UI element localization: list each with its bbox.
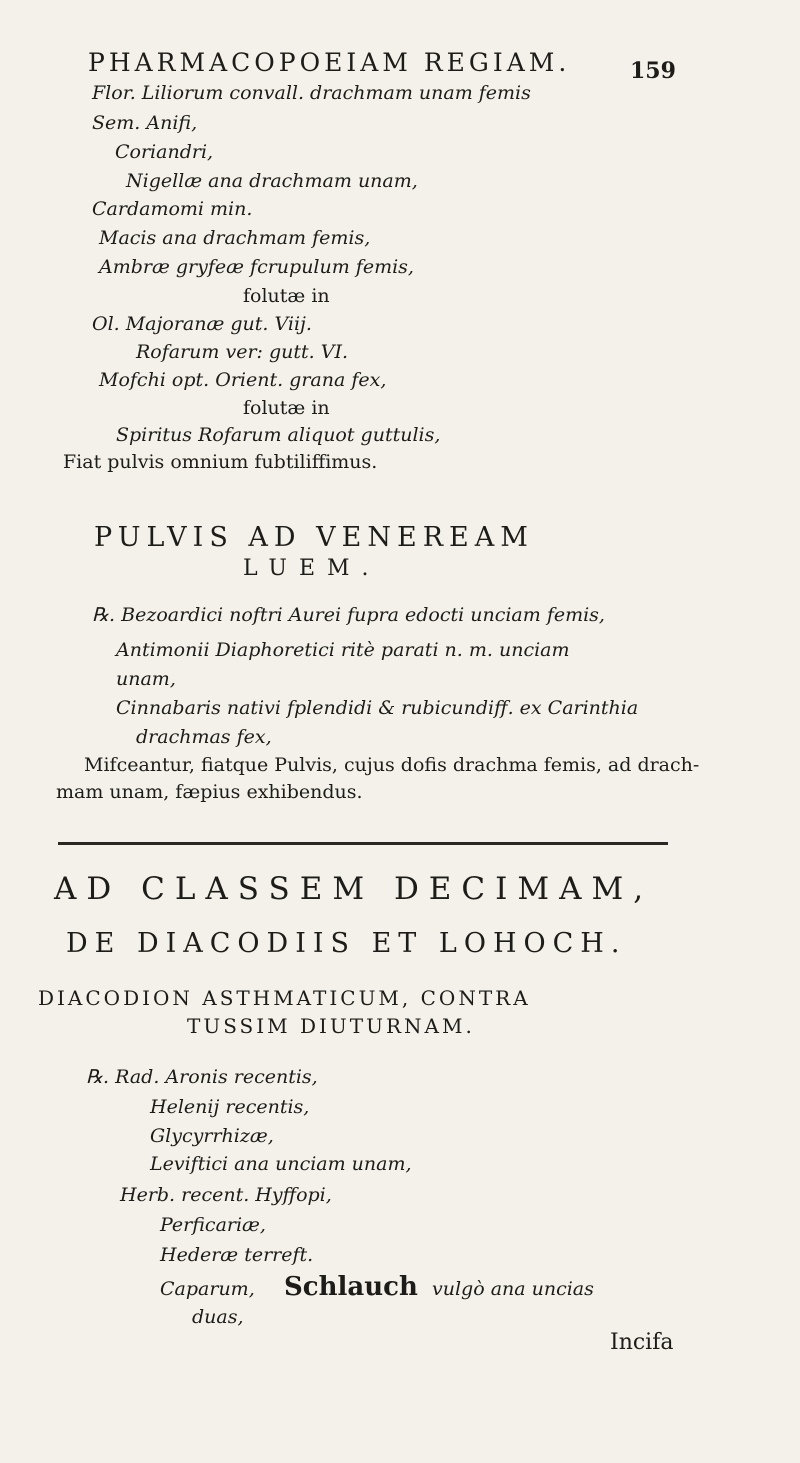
recipe1-line: Coriandri,: [115, 141, 214, 163]
recipe1-line: folutæ in: [243, 397, 330, 419]
recipe3-line: Leviftici ana unciam unam,: [150, 1153, 412, 1175]
recipe3-line: Glycyrrhizæ,: [150, 1125, 274, 1147]
recipe1-line: Mofchi opt. Orient. grana fex,: [99, 369, 387, 391]
recipe3-line: Herb. recent. Hyffopi,: [120, 1184, 332, 1206]
recipe3-line: Helenij recentis,: [150, 1096, 310, 1118]
recipe1-line: Macis ana drachmam femis,: [99, 227, 371, 249]
recipe1-line: Ambræ gryfeæ fcrupulum femis,: [99, 256, 414, 278]
recipe2-line: drachmas fex,: [136, 726, 272, 748]
class-title: AD CLASSEM DECIMAM,: [54, 871, 654, 907]
recipe2-line: unam,: [116, 668, 176, 690]
recipe3-line: vulgò ana uncias: [432, 1278, 594, 1300]
recipe3-blackletter-word: Schlauch: [284, 1272, 418, 1302]
recipe1-line: Sem. Anifi,: [92, 112, 198, 134]
divider-rule: [58, 842, 668, 845]
recipe1-line: Nigellæ ana drachmam unam,: [126, 170, 418, 192]
recipe3-line: Caparum,: [160, 1278, 255, 1300]
page-number: 159: [630, 58, 676, 84]
section-title: PULVIS AD VENEREAM: [94, 522, 534, 553]
catchword: Incifa: [610, 1330, 674, 1355]
recipe2-line: Antimonii Diaphoretici ritè parati n. m. unciam: [116, 639, 570, 661]
recipe1-line: Fiat pulvis omnium fubtiliffimus.: [63, 451, 378, 473]
recipe2-line: Cinnabaris nativi fplendidi & rubicundiff. ex Carinthia: [116, 697, 639, 719]
running-title: PHARMACOPOEIAM REGIAM.: [88, 48, 571, 77]
class-subtitle: DE DIACODIIS ET LOHOCH.: [66, 928, 627, 959]
recipe1-line: Ol. Majoranæ gut. Viij.: [92, 313, 312, 335]
recipe1-line: folutæ in: [243, 285, 330, 307]
recipe3-line: duas,: [192, 1306, 244, 1328]
recipe3-line: Perficariæ,: [160, 1214, 266, 1236]
recipe1-line: Rofarum ver: gutt. VI.: [136, 341, 348, 363]
section-subtitle: LUEM.: [243, 556, 381, 581]
recipe2-line: mam unam, fæpius exhibendus.: [56, 781, 363, 803]
recipe-heading-line2: TUSSIM DIUTURNAM.: [187, 1014, 475, 1038]
recipe-heading-line1: DIACODION ASTHMATICUM, CONTRA: [38, 986, 531, 1010]
recipe1-line: Flor. Liliorum convall. drachmam unam femis: [92, 82, 531, 104]
recipe2-line: Mifceantur, fiatque Pulvis, cujus dofis drachma femis, ad drach-: [84, 754, 700, 776]
recipe2-line: ℞. Bezoardici noftri Aurei fupra edocti unciam femis,: [92, 604, 605, 626]
recipe1-line: Spiritus Rofarum aliquot guttulis,: [116, 424, 441, 446]
recipe3-line: ℞. Rad. Aronis recentis,: [86, 1066, 318, 1088]
recipe3-line: Hederæ terreft.: [160, 1244, 314, 1266]
recipe1-line: Cardamomi min.: [92, 198, 253, 220]
